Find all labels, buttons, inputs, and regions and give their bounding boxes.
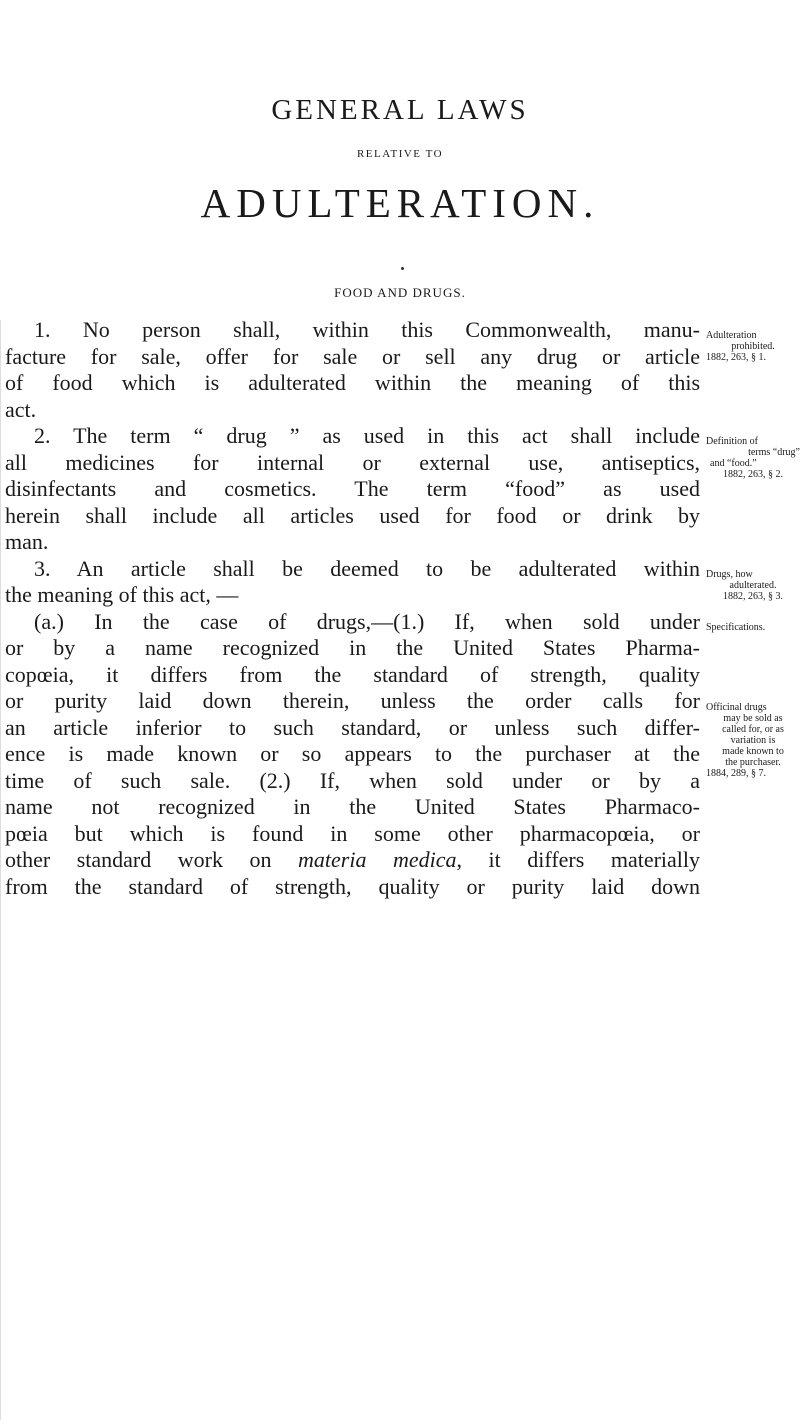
margin-note-line: 1882, 263, § 1. <box>706 352 766 363</box>
margin-note-line: Definition of <box>706 436 758 447</box>
text-line: act. <box>5 396 37 422</box>
page-title: GENERAL LAWS <box>271 94 529 126</box>
margin-note-line: 1882, 263, § 2. <box>723 469 783 480</box>
margin-note-line: 1882, 263, § 3. <box>723 591 783 602</box>
margin-note-line: adulterated. <box>729 580 777 591</box>
text-line: copœia, it differs from the standard of strength, quality <box>5 661 700 687</box>
margin-note-specifications <box>706 622 800 633</box>
text-line: name not recognized in the United States Pharmaco- <box>5 794 700 819</box>
text-line: or by a name recognized in the United States Pharma- <box>5 635 700 660</box>
margin-note-line: made known to <box>722 746 784 757</box>
margin-note-line: terms “drug” <box>748 447 800 458</box>
margin-note-line: variation is <box>730 735 776 746</box>
margin-note-line: Specifications. <box>706 622 766 633</box>
text-line: all medicines for internal or external use, antiseptics, <box>5 449 700 475</box>
page-subtitle: RELATIVE TO <box>356 148 444 160</box>
text-line: 2. The term “ drug ” as used in this act shall include <box>34 423 700 448</box>
section-heading: FOOD AND DRUGS. <box>334 285 466 300</box>
margin-note-line: Drugs, how <box>706 569 753 580</box>
text-line: from the standard of strength, quality or purity laid down <box>5 873 700 899</box>
text-line: of food which is adulterated within the meaning of this <box>5 370 700 395</box>
text-line: or purity laid down therein, unless the order calls for <box>5 688 700 713</box>
margin-note-line: the purchaser. <box>725 757 781 768</box>
ornament-dot <box>401 267 404 270</box>
text-line: man. <box>5 529 49 554</box>
text-line: the meaning of this act, — <box>5 582 239 607</box>
text-line: facture for sale, offer for sale or sell any drug or article <box>5 343 700 369</box>
margin-note-line: and “food.” <box>710 458 757 469</box>
text-line: (a.) In the case of drugs,—(1.) If, when sold under <box>34 608 700 634</box>
text-line: disinfectants and cosmetics. The term “food” as used <box>5 476 700 501</box>
text-line: time of such sale. (2.) If, when sold under or by a <box>5 767 700 793</box>
text-line: herein shall include all articles used for food or drink by <box>5 502 700 528</box>
margin-note-line: 1884, 289, § 7. <box>706 768 766 779</box>
body-text <box>0 317 700 900</box>
italic-term: materia medica <box>298 847 457 872</box>
margin-note-drugs <box>706 569 800 602</box>
margin-note-definition <box>706 436 800 480</box>
text-line: an article inferior to such standard, or unless such differ- <box>5 714 700 740</box>
margin-note-line: prohibited. <box>731 341 775 352</box>
margin-note-line: Adulteration <box>706 330 757 341</box>
margin-note-line: Officinal drugs <box>706 702 767 713</box>
margin-note-line: may be sold as <box>723 713 783 724</box>
main-title: ADULTERATION. <box>200 180 600 226</box>
text-line: 1. No person shall, within this Commonwealth, manu- <box>34 317 700 342</box>
text-line: other standard work on materia medica, it differs materially <box>5 847 701 872</box>
margin-note-line: called for, or as <box>722 724 784 735</box>
margin-note-officinal <box>706 702 800 779</box>
text-line: 3. An article shall be deemed to be adulterated within <box>34 555 700 581</box>
margin-note-adulteration <box>706 330 800 363</box>
text-line: pœia but which is found in some other pharmacopœia, or <box>5 820 700 846</box>
text-line: ence is made known or so appears to the purchaser at the <box>5 741 700 766</box>
